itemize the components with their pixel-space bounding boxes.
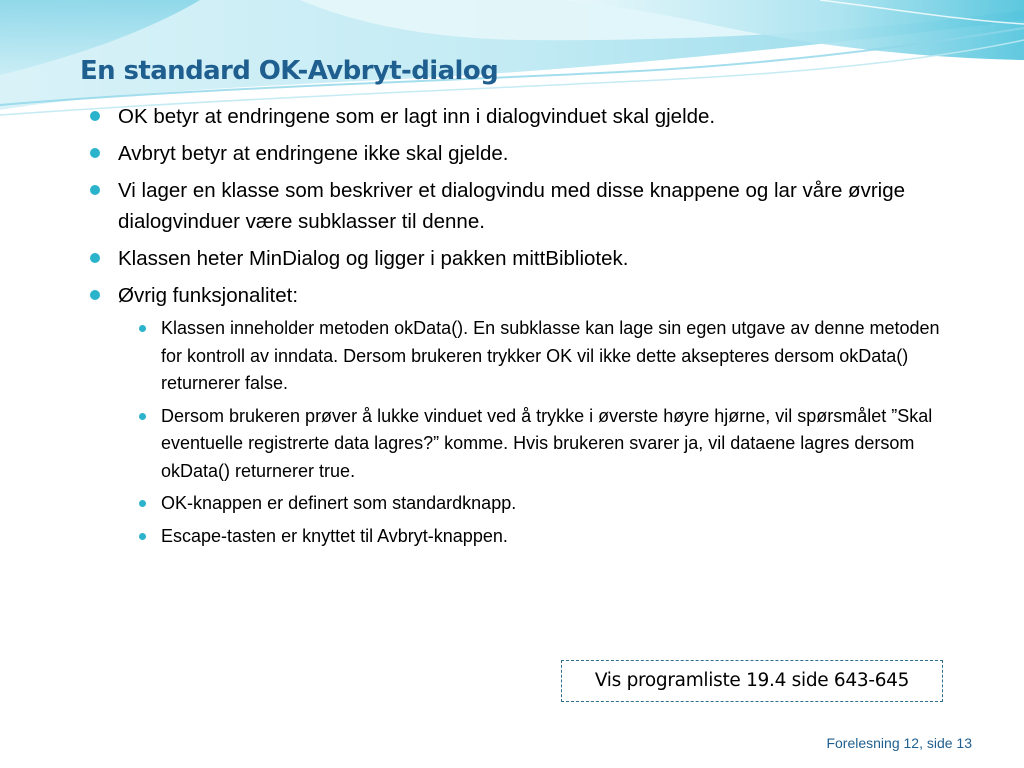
bullet-item: Vi lager en klasse som beskriver et dialogvindu med disse knappene og lar våre øvrige dialogvinduer være subklasser til denne. xyxy=(90,175,950,237)
bullet-item: Klassen heter MinDialog og ligger i pakken mittBibliotek. xyxy=(90,243,950,274)
sub-bullet-list xyxy=(118,315,950,550)
slide-title: En standard OK-Avbryt-dialog xyxy=(80,56,499,86)
sub-bullet-item: Escape-tasten er knyttet til Avbryt-knappen. xyxy=(133,523,950,551)
reference-box: Vis programliste 19.4 side 643-645 xyxy=(561,660,943,702)
bullet-item: OK betyr at endringene som er lagt inn i dialogvinduet skal gjelde. xyxy=(90,101,950,132)
sub-bullet-item: Dersom brukeren prøver å lukke vinduet ved å trykke i øverste høyre hjørne, vil spørsmålet ”Skal eventuelle registrerte data lagres?” komme. Hvis brukeren svarer ja, vil dataene lagres dersom okData() returnerer true. xyxy=(133,403,950,486)
bullet-list xyxy=(90,101,950,556)
bullet-item: Avbryt betyr at endringene ikke skal gjelde. xyxy=(90,138,950,169)
sub-bullet-item: Klassen inneholder metoden okData(). En subklasse kan lage sin egen utgave av denne metoden for kontroll av inndata. Dersom brukeren trykker OK vil ikke dette aksepteres dersom okData() returnerer false. xyxy=(133,315,950,398)
slide-footer: Forelesning 12, side 13 xyxy=(826,735,972,751)
bullet-item-label: Øvrig funksjonalitet: xyxy=(118,284,299,307)
bullet-item-with-sublist xyxy=(90,280,950,550)
sub-bullet-item: OK-knappen er definert som standardknapp. xyxy=(133,490,950,518)
